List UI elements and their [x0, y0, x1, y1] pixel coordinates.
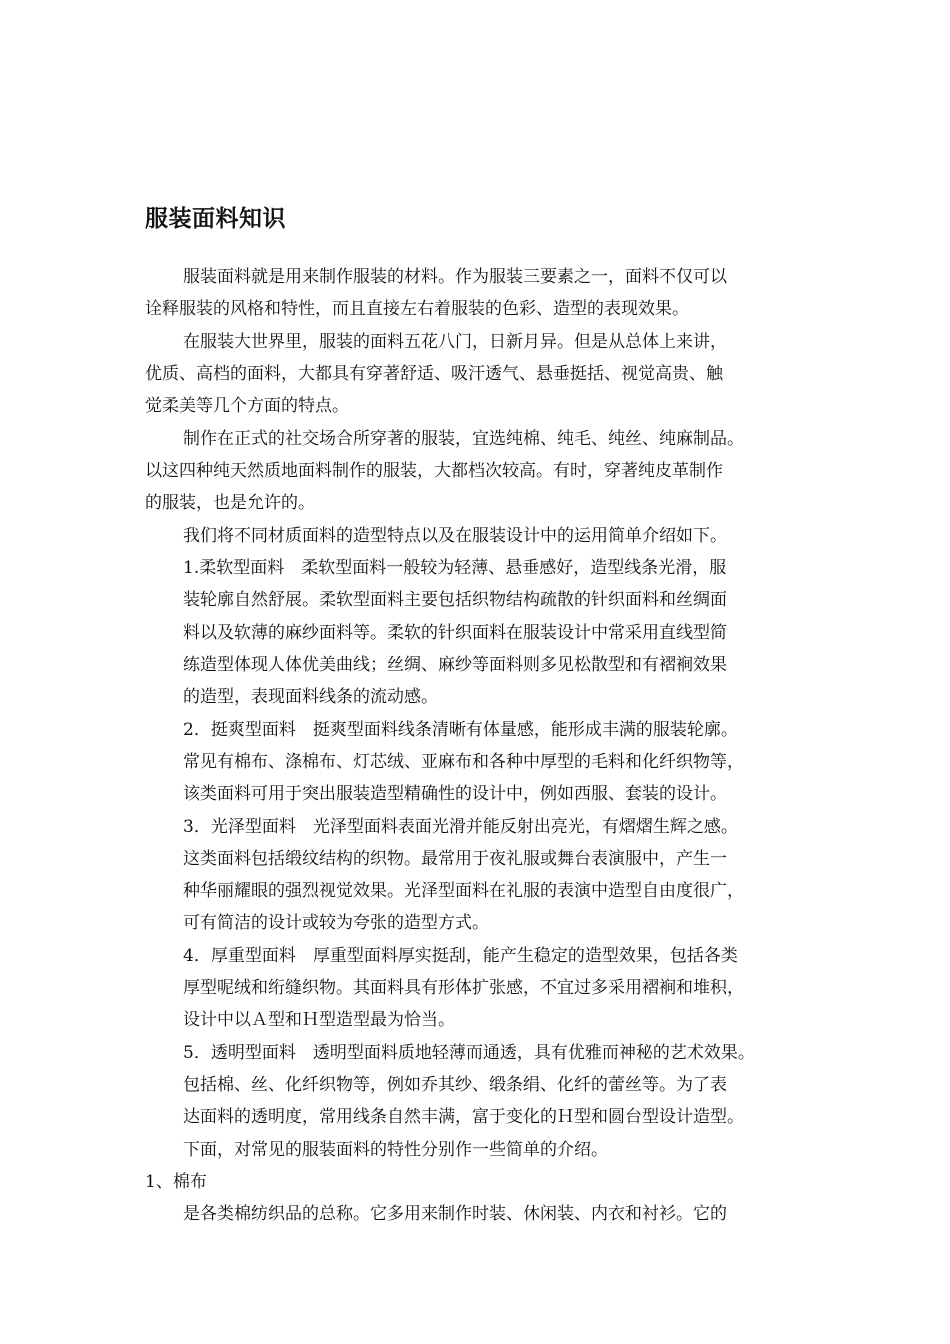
section-heading: 1、棉布 — [145, 1172, 207, 1192]
paragraph-line: 4．厚重型面料 厚重型面料厚实挺刮，能产生稳定的造型效果，包括各类 — [183, 946, 738, 966]
paragraph-line: 是各类棉纺织品的总称。它多用来制作时装、休闲装、内衣和衬衫。它的 — [183, 1204, 727, 1224]
paragraph-line: 1.柔软型面料 柔软型面料一般较为轻薄、悬垂感好，造型线条光滑，服 — [183, 558, 727, 578]
paragraph-line: 的服装，也是允许的。 — [145, 493, 315, 513]
paragraph-line: 制作在正式的社交场合所穿著的服装，宜选纯棉、纯毛、纯丝、纯麻制品。 — [183, 429, 744, 449]
paragraph-line: 下面，对常见的服装面料的特性分别作一些简单的介绍。 — [183, 1140, 608, 1160]
paragraph-line: 服装面料就是用来制作服装的材料。作为服装三要素之一，面料不仅可以 — [183, 267, 727, 287]
paragraph-line: 这类面料包括缎纹结构的织物。最常用于夜礼服或舞台表演服中，产生一 — [183, 849, 727, 869]
paragraph-line: 诠释服装的风格和特性，而且直接左右着服装的色彩、造型的表现效果。 — [145, 299, 689, 319]
paragraph-line: 种华丽耀眼的强烈视觉效果。光泽型面料在礼服的表演中造型自由度很广， — [183, 881, 744, 901]
paragraph-line: 觉柔美等几个方面的特点。 — [145, 396, 349, 416]
paragraph-line: 的造型，表现面料线条的流动感。 — [183, 687, 438, 707]
paragraph-line: 5．透明型面料 透明型面料质地轻薄而通透，具有优雅而神秘的艺术效果。 — [183, 1043, 755, 1063]
paragraph-line: 优质、高档的面料，大都具有穿著舒适、吸汗透气、悬垂挺括、视觉高贵、触 — [145, 364, 723, 384]
paragraph-line: 达面料的透明度，常用线条自然丰满，富于变化的Ｈ型和圆台型设计造型。 — [183, 1107, 744, 1127]
paragraph-line: 3．光泽型面料 光泽型面料表面光滑并能反射出亮光，有熠熠生辉之感。 — [183, 817, 738, 837]
paragraph-line: 在服装大世界里，服装的面料五花八门，日新月异。但是从总体上来讲， — [183, 332, 727, 352]
page-title: 服装面料知识 — [145, 206, 286, 232]
paragraph-line: 包括棉、丝、化纤织物等，例如乔其纱、缎条绢、化纤的蕾丝等。为了表 — [183, 1075, 727, 1095]
paragraph-line: 可有简洁的设计或较为夸张的造型方式。 — [183, 913, 489, 933]
paragraph-line: 料以及软薄的麻纱面料等。柔软的针织面料在服装设计中常采用直线型简 — [183, 623, 727, 643]
paragraph-line: 练造型体现人体优美曲线；丝绸、麻纱等面料则多见松散型和有褶裥效果 — [183, 655, 727, 675]
paragraph-line: 我们将不同材质面料的造型特点以及在服装设计中的运用简单介绍如下。 — [183, 526, 727, 546]
paragraph-line: 2．挺爽型面料 挺爽型面料线条清晰有体量感，能形成丰满的服装轮廓。 — [183, 720, 738, 740]
paragraph-line: 设计中以Ａ型和Ｈ型造型最为恰当。 — [183, 1010, 455, 1030]
paragraph-line: 装轮廓自然舒展。柔软型面料主要包括织物结构疏散的针织面料和丝绸面 — [183, 590, 727, 610]
paragraph-line: 厚型呢绒和绗缝织物。其面料具有形体扩张感，不宜过多采用褶裥和堆积， — [183, 978, 744, 998]
paragraph-line: 该类面料可用于突出服装造型精确性的设计中，例如西服、套装的设计。 — [183, 784, 727, 804]
paragraph-line: 常见有棉布、涤棉布、灯芯绒、亚麻布和各种中厚型的毛料和化纤织物等， — [183, 752, 744, 772]
paragraph-line: 以这四种纯天然质地面料制作的服装，大都档次较高。有时，穿著纯皮革制作 — [145, 461, 723, 481]
